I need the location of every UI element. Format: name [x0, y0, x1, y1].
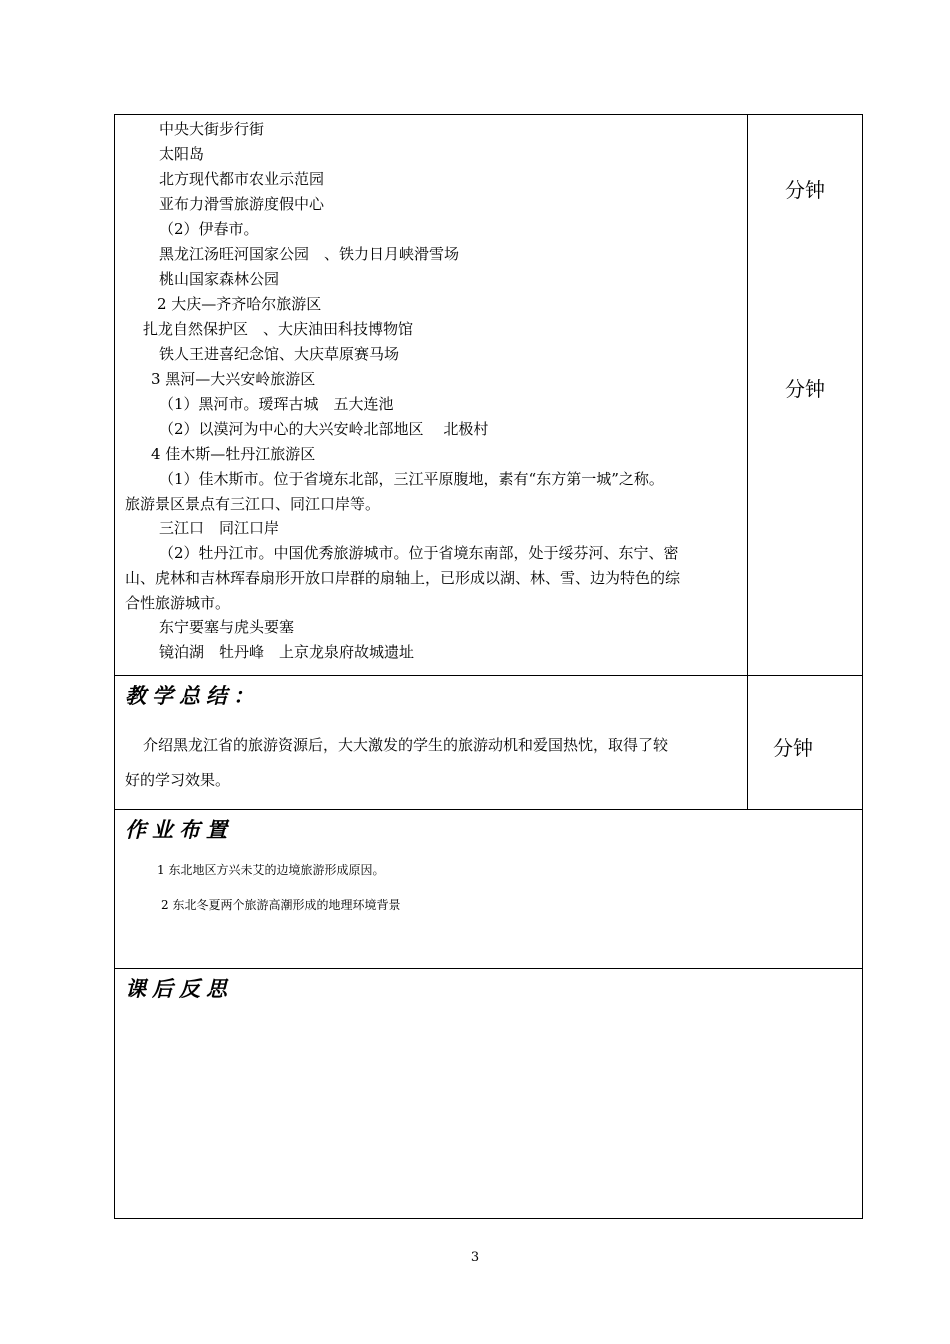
- text-line: 三江口 同江口岸: [159, 519, 280, 537]
- minutes-label: 分钟: [773, 736, 813, 760]
- reflection-row: [115, 969, 862, 1218]
- text-line: 扎龙自然保护区 、大庆油田科技博物馆: [143, 320, 414, 338]
- page-number: 3: [470, 1250, 480, 1265]
- summary-cell: [115, 676, 748, 809]
- text-line: （2）伊春市。: [159, 220, 259, 238]
- text-line: 铁人王进喜纪念馆、大庆草原赛马场: [159, 345, 400, 363]
- summary-text-line: 介绍黑龙江省的旅游资源后，大大激发的学生的旅游动机和爱国热忱，取得了较: [143, 736, 669, 754]
- text-line: （2）牡丹江市。中国优秀旅游城市。位于省境东南部，处于绥芬河、东宁、密: [159, 544, 679, 562]
- lesson-plan-table: [114, 114, 863, 1219]
- region-heading: 3 黑河—大兴安岭旅游区: [151, 370, 316, 388]
- homework-item: 2 东北冬夏两个旅游高潮形成的地理环境背景: [161, 898, 401, 912]
- text-line: （1）佳木斯市。位于省境东北部，三江平原腹地，素有“东方第一城”之称。: [159, 470, 664, 488]
- region-heading: 4 佳木斯—牡丹江旅游区: [151, 445, 316, 463]
- text-line: 黑龙江汤旺河国家公园 、铁力日月峡滑雪场: [159, 245, 460, 263]
- time-cell: [748, 676, 862, 809]
- text-line: 旅游景区景点有三江口、同江口岸等。: [125, 495, 381, 513]
- text-line: 山、虎林和吉林珲春扇形开放口岸群的扇轴上，已形成以湖、林、雪、边为特色的综: [125, 569, 681, 587]
- region-heading: 2 大庆—齐齐哈尔旅游区: [157, 295, 322, 313]
- minutes-label: 分钟: [785, 178, 825, 202]
- text-line: 镜泊湖 牡丹峰 上京龙泉府故城遗址: [159, 643, 415, 661]
- text-line: 北方现代都市农业示范园: [159, 170, 325, 188]
- text-line: 太阳岛: [159, 145, 205, 163]
- scenic-spots-cell: [115, 115, 748, 675]
- summary-row: [115, 676, 862, 810]
- summary-text-line: 好的学习效果。: [125, 771, 231, 789]
- scenic-spots-row: [115, 115, 862, 676]
- minutes-label: 分钟: [785, 377, 825, 401]
- text-line: （1）黑河市。瑷珲古城 五大连池: [159, 395, 394, 413]
- reflection-heading: 课后反思: [125, 977, 233, 1001]
- text-line: 合性旅游城市。: [125, 594, 231, 612]
- text-line: 亚布力滑雪旅游度假中心: [159, 195, 325, 213]
- text-line: 桃山国家森林公园: [159, 270, 280, 288]
- homework-row: [115, 810, 862, 969]
- text-line: 东宁要塞与虎头要塞: [159, 618, 295, 636]
- text-line: 中央大街步行街: [159, 120, 265, 138]
- summary-heading: 教学总结：: [125, 684, 260, 708]
- text-line: （2）以漠河为中心的大兴安岭北部地区 北极村: [159, 420, 489, 438]
- homework-item: 1 东北地区方兴未艾的边境旅游形成原因。: [157, 863, 385, 877]
- time-cell: [748, 115, 862, 675]
- homework-heading: 作业布置: [125, 818, 233, 842]
